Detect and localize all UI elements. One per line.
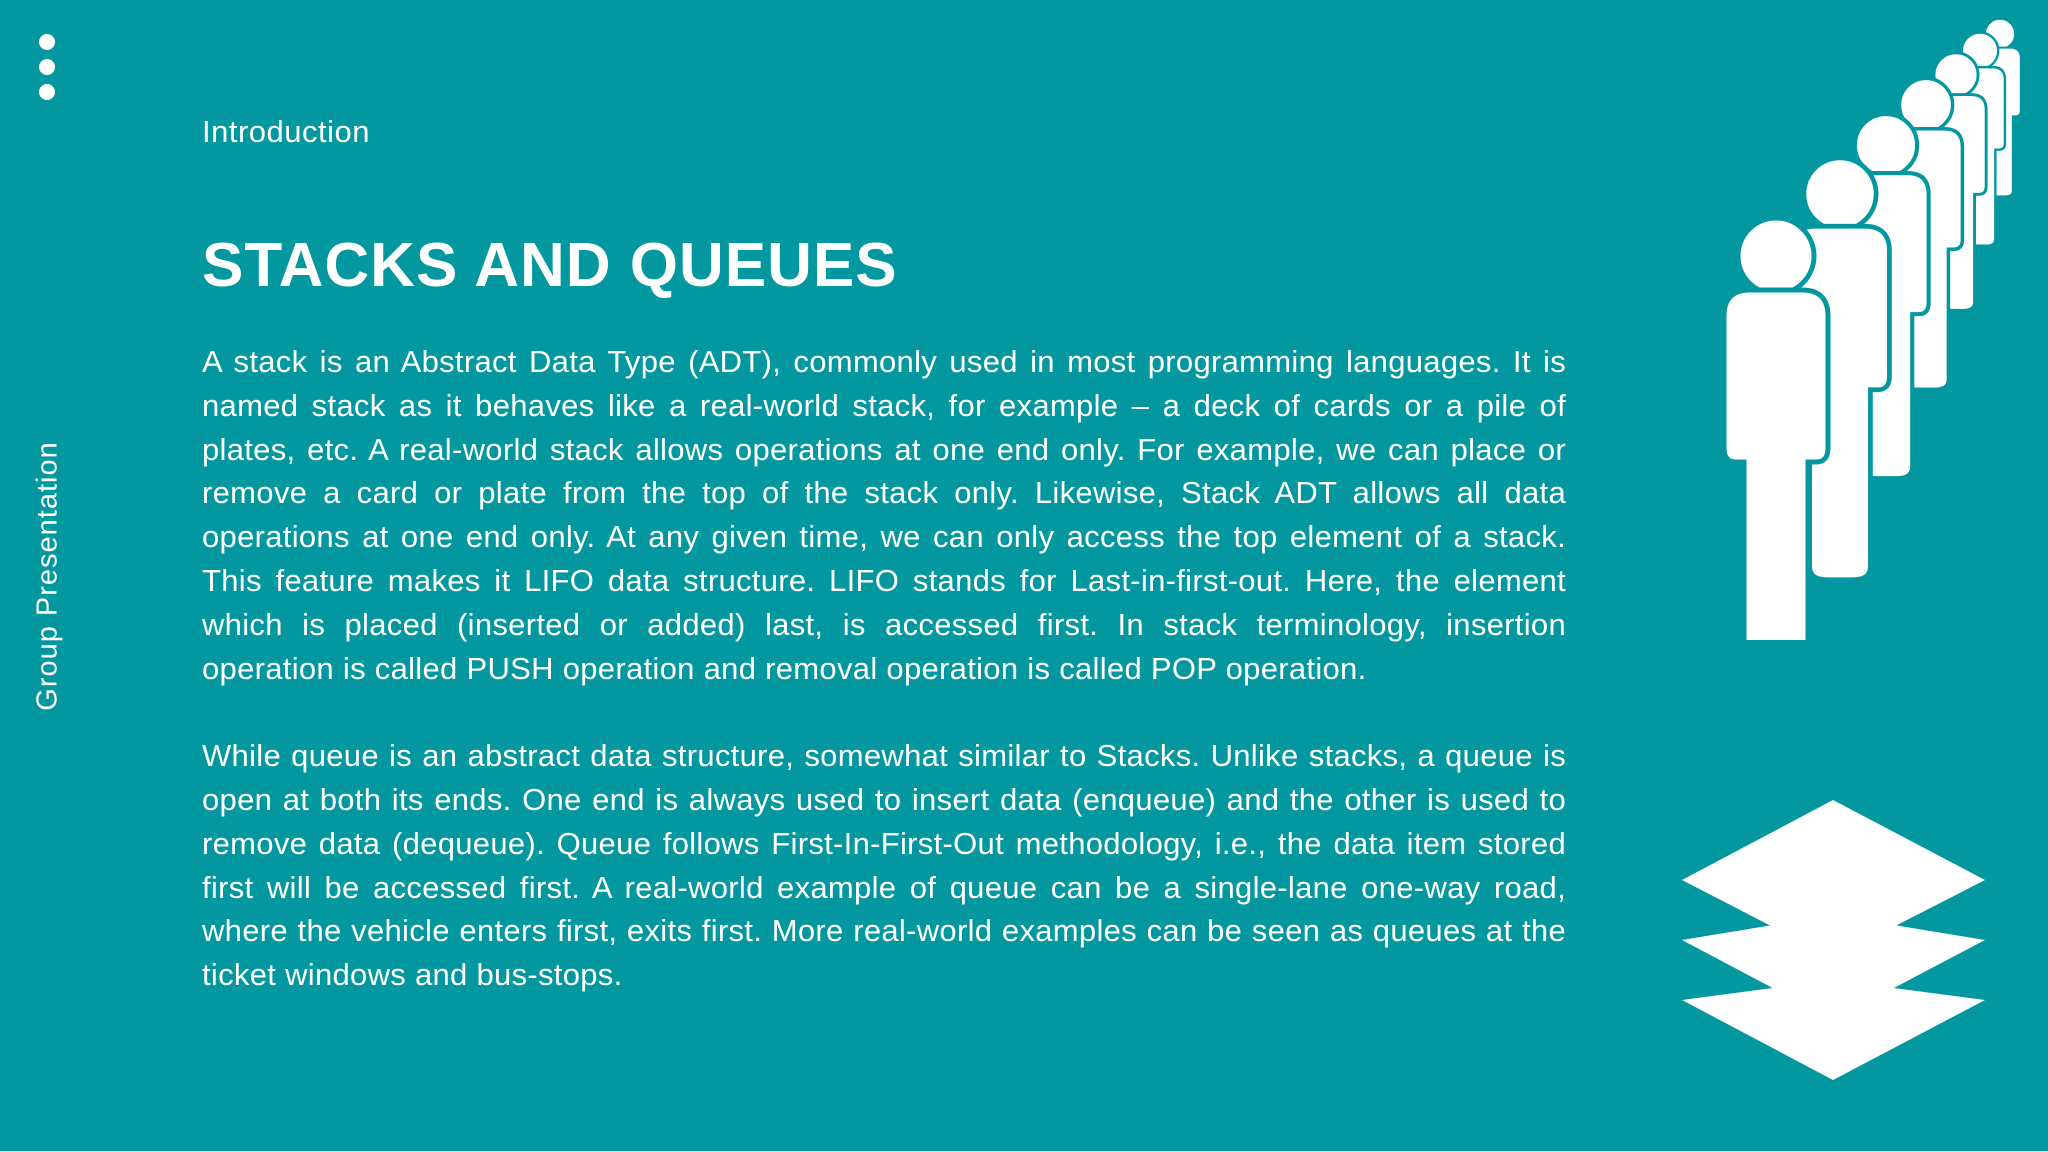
side-label: Group Presentation <box>31 441 64 711</box>
dot <box>39 84 55 100</box>
people-queue-icon <box>1680 0 2048 640</box>
stacked-layers-icon <box>1680 795 2000 1085</box>
paragraph-stack: A stack is an Abstract Data Type (ADT), commonly used in most programming languages. It is named stack as it behaves like a real-world stack, for example – a deck of cards or a pile of plates, etc. A real-world stack allows operations at one end only. For example, we can place or remove a card or plate from the top of the stack only. Likewise, Stack ADT allows all data operations at one end only. At any given time, we can only access the top element of a stack. This feature makes it LIFO data structure. LIFO stands for Last-in-first-out. Here, the element which is placed (inserted or added) last, is accessed first. In stack terminology, insertion operation is called PUSH operation and removal operation is called POP operation. <box>202 344 1566 686</box>
slide-title: STACKS AND QUEUES <box>202 231 898 300</box>
dot <box>39 59 55 75</box>
body-text <box>202 340 1566 997</box>
vertical-dots-menu-icon[interactable] <box>36 34 58 100</box>
section-label: Introduction <box>202 114 370 149</box>
dot <box>39 34 55 50</box>
paragraph-queue: While queue is an abstract data structure, somewhat similar to Stacks. Unlike stacks, a queue is open at both its ends. One end is always used to insert data (enqueue) and the other is used to remove data (dequeue). Queue follows First-In-First-Out methodology, i.e., the data item stored first will be accessed first. A real-world example of queue can be a single-lane one-way road, where the vehicle enters first, exits first. More real-world examples can be seen as queues at the ticket windows and bus-stops. <box>202 738 1566 993</box>
